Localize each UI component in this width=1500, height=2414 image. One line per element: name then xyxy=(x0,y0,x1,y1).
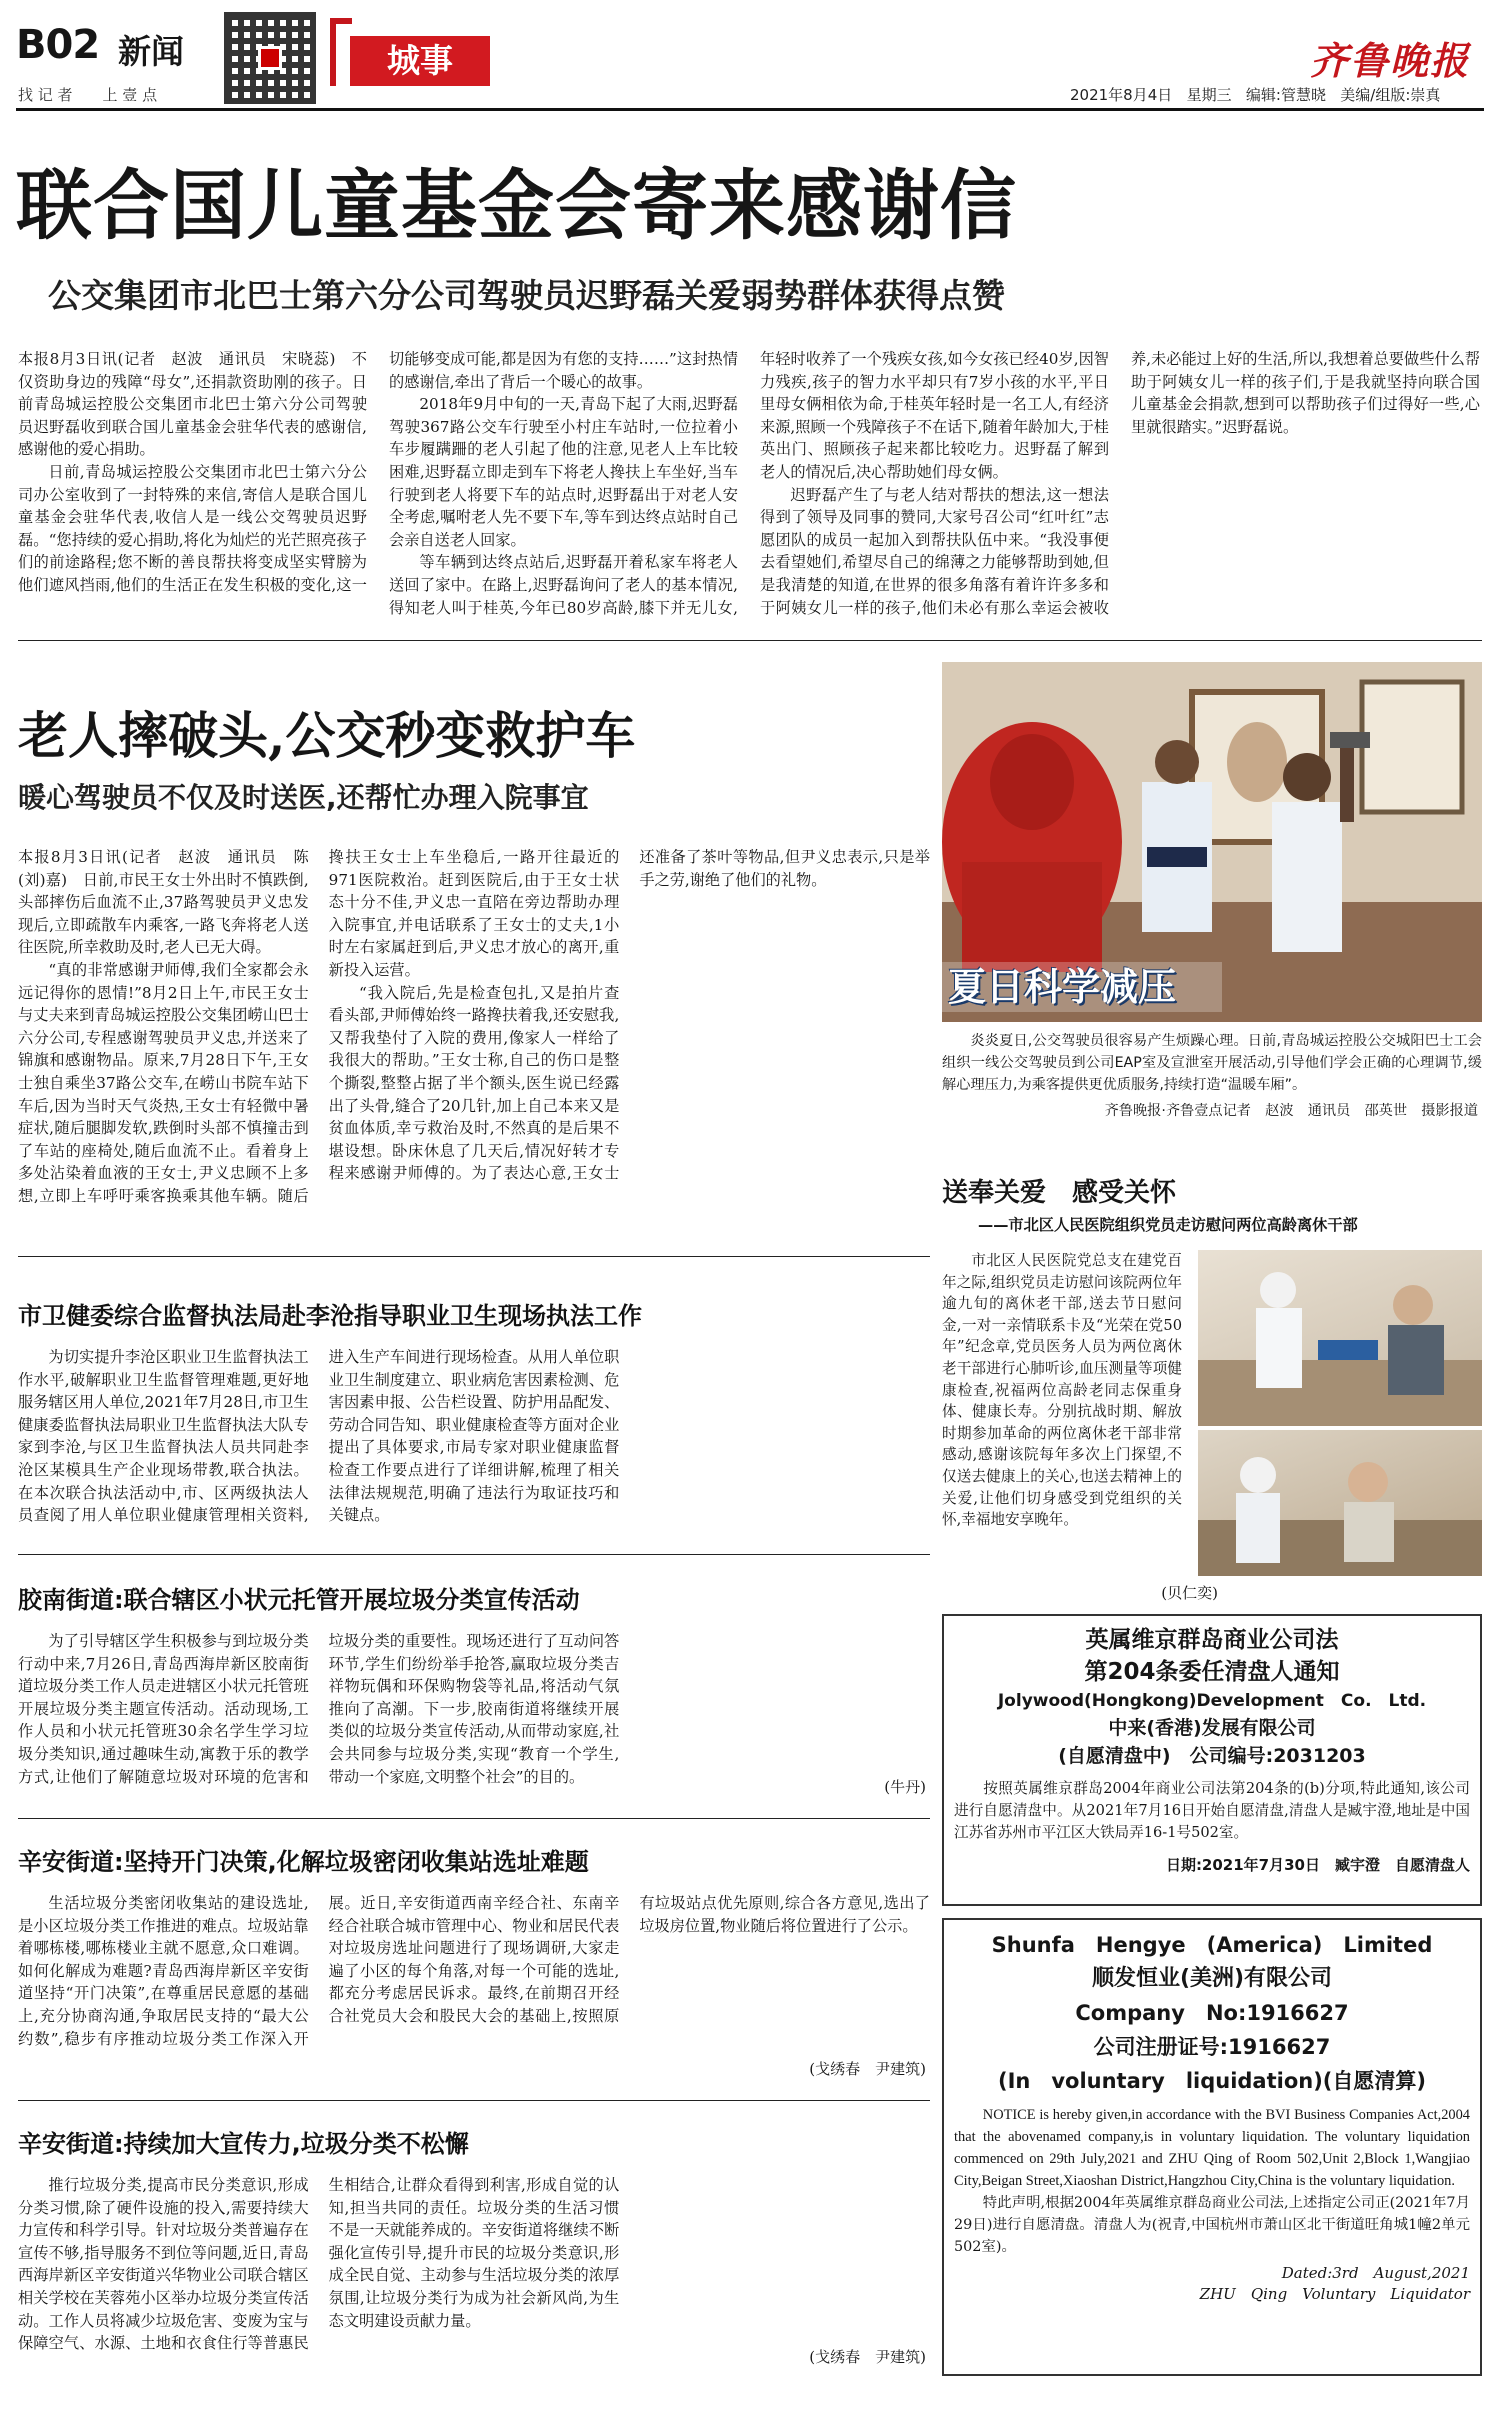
story4-body xyxy=(18,1346,930,1532)
masthead-rule xyxy=(16,108,1484,111)
story6-byline: (戈绣春 尹建筑) xyxy=(809,2060,926,2078)
notice2-body-en: NOTICE is hereby given,in accordance with the BVI Business Companies Act,2004 that the abovenamed company,is in voluntary liquidation. The voluntary liquidation commenced on 29th July,2021 and ZHU Qing of Room 502,Unit 2,Block 1,Wangjiao City,Beigan Street,Xiaoshan District,Hangzhou City,China is the voluntary liquidation. xyxy=(954,2107,1470,2189)
story3-byline: (贝仁奕) xyxy=(1161,1584,1218,1602)
story1-paragraph: 日前,青岛城运控股公交集团市北巴士第六分公司办公室收到了一封特殊的来信,寄信人是联合国儿童基金会驻华代表,收信人是一线公交驾驶员迟野磊。“您持续的爱心捐助,将化为灿烂的光芒照亮孩子们的前途路程;您不断的善良帮扶将变成坚实臂膀为他们遮风挡雨,他们的生活正在发生积极的变化,这一切能够变成可能,都是因为有您的支持……”这封热情的感谢信,牵出了背后一个暖心的故事。 xyxy=(18,350,738,594)
story6-headline: 辛安街道:坚持开门决策,化解垃圾密闭收集站选址难题 xyxy=(18,1848,589,1876)
story7-headline: 辛安街道:持续加大宣传力,垃圾分类不松懈 xyxy=(18,2130,469,2158)
notice1-body: 按照英属维京群岛2004年商业公司法第204条的(b)分项,特此通知,该公司进行自愿清盘中。从2021年7月16日开始自愿清盘,清盘人是臧宇澄,地址是中国江苏省苏州市平江区大铁局弄16-1号502室。 xyxy=(954,1780,1470,1841)
story2-body xyxy=(18,846,930,1216)
story7-body xyxy=(18,2174,930,2362)
masthead-info xyxy=(1070,84,1440,105)
notice2-title-cn: 顺发恒业(美洲)有限公司 xyxy=(1091,1966,1333,1991)
story7-text: 推行垃圾分类,提高市民分类意识,形成分类习惯,除了硬件设施的投入,需要持续大力宣传和科学引导。针对垃圾分类普遍存在宣传不够,指导服务不到位等问题,近日,青岛西海岸新区辛安街道兴华物业公司联合辖区相关学校在芙蓉苑小区举办垃圾分类宣传活动。工作人员将减少垃圾危害、变废为宝与保障空气、水源、土地和衣食住行等普惠民生相结合,让群众看得到利害,形成自觉的认知,担当共同的责任。垃圾分类的生活习惯不是一天就能养成的。辛安街道将继续不断强化宣传引导,提升市民的垃圾分类意识,形成全民自觉、主动参与生活垃圾分类的浓厚氛围,让垃圾分类行为成为社会新风尚,为生态文明建设贡献力量。 xyxy=(18,2176,620,2353)
story2-paragraph: “我入院后,先是检查包扎,又是拍片查看头部,尹师傅始终一路搀扶着我,还安慰我,又帮我垫付了入院的费用,像家人一样给了我很大的帮助。”王女士称,自己的伤口是整个撕裂,整整占据了半个额头,医生说已经露出了头骨,缝合了20几针,加上自己本来又是贫血体质,幸亏救治及时,不然真的是后果不堪设想。卧床休息了几天后,情况好转才专程来感谢尹师傅的。为了表达心意,王女士还准备了茶叶等物品,但尹义忠表示,只是举手之劳,谢绝了他们的礼物。 xyxy=(328,848,930,1183)
divider xyxy=(18,1554,930,1555)
story2-paragraph: 本报8月3日讯(记者 赵波 通讯员 陈(刘)嘉) 日前,市民王女士外出时不慎跌倒,头部摔伤后血流不止,37路驾驶员尹义忠发现后,立即疏散车内乘客,一路飞奔将老人送往医院,所幸救助及时,老人已无大碍。 xyxy=(18,848,309,957)
qr-center-icon xyxy=(258,46,282,70)
section-name: 新闻 xyxy=(118,32,184,71)
notice1-footer: 日期:2021年7月30日 臧宇澄 自愿清盘人 xyxy=(1165,1856,1470,1874)
story4-text: 为切实提升李沧区职业卫生监督执法工作水平,破解职业卫生监督管理难题,更好地服务辖区用人单位,2021年7月28日,市卫生健康委监督执法局职业卫生监督执法大队专家到李沧,与区卫生监督执法人员共同赴李沧区某模具生产企业现场带教,联合执法。在本次联合执法活动中,市、区两级执法人员查阅了用人单位职业健康管理相关资料,进入生产车间进行现场检查。从用人单位职业卫生制度建立、职业病危害因素检测、危害因素申报、公告栏设置、防护用品配发、劳动合同告知、职业健康检查等方面对企业提出了具体要求,市局专家对职业健康监督检查工作要点进行了详细讲解,梳理了相关法律法规规范,明确了违法行为取证技巧和关键点。 xyxy=(18,1348,620,1525)
story1-body xyxy=(18,348,1480,628)
story1-headline: 联合国儿童基金会寄来感谢信 xyxy=(16,161,1017,250)
news-photo xyxy=(942,662,1482,1022)
newspaper-logo: 齐鲁晚报 xyxy=(1310,38,1471,83)
notice1-company-cn: 中来(香港)发展有限公司 xyxy=(1108,1717,1316,1739)
photo-caption xyxy=(942,1030,1482,1120)
story3-text: 市北区人民医院党总支在建党百年之际,组织党员走访慰问该院两位年逾九旬的离休老干部,送去节日慰问金,一对一亲情联系卡及“光荣在党50年”纪念章,党员医务人员为两位离休老干部进行心肺听诊,血压测量等项健康检查,祝福两位高龄老同志保重身体、健康长寿。分别抗战时期、解放时期参加革命的两位离休老干部非常感动,感谢该院每年多次上门探望,不仅送去健康上的关心,也送去精神上的关爱,让他们切身感受到党组织的关怀,幸福地安享晚年。 xyxy=(942,1252,1182,1529)
story6-body xyxy=(18,1892,930,2072)
divider xyxy=(18,1256,930,1257)
notice2-title-en: Shunfa Hengye (America) Limited xyxy=(991,1933,1433,1957)
divider xyxy=(18,2100,930,2101)
slogan: 找 记 者 上 壹 点 xyxy=(18,86,158,104)
liquidation-notice-1 xyxy=(942,1614,1482,1906)
notice1-company-en: Jolywood(Hongkong)Development Co. Ltd. xyxy=(997,1691,1427,1711)
story5-body xyxy=(18,1630,930,1790)
notice2-signature: ZHU Qing Voluntary Liquidator xyxy=(1199,2285,1470,2303)
story3-text-wrap xyxy=(942,1250,1182,1531)
story3-subhead: ——市北区人民医院组织党员走访慰问两位高龄离休干部 xyxy=(978,1216,1358,1234)
notice2-body-cn: 特此声明,根据2004年英属维京群岛商业公司法,上述指定公司正(2021年7月29日)进行自愿清盘。清盘人为(祝青,中国杭州市萧山区北干街道旺角城1幢2单元502室)。 xyxy=(954,2195,1470,2255)
notice1-company-no: (自愿清盘中) 公司编号:2031203 xyxy=(1058,1745,1366,1767)
story2-subhead: 暖心驾驶员不仅及时送医,还帮忙办理入院事宜 xyxy=(18,781,589,814)
liquidation-notice-2 xyxy=(942,1918,1482,2376)
notice2-dated: Dated:3rd August,2021 xyxy=(1281,2264,1470,2282)
story5-byline: (牛丹) xyxy=(884,1778,926,1796)
designer: 美编/组版:崇真 xyxy=(1340,86,1441,104)
notice2-reg-no: 公司注册证号:1916627 xyxy=(1093,2035,1331,2059)
notice2-status: (In voluntary liquidation)(自愿清算) xyxy=(997,2069,1427,2093)
story4-headline: 市卫健委综合监督执法局赴李沧指导职业卫生现场执法工作 xyxy=(18,1302,642,1330)
story3-photo-top xyxy=(1198,1250,1482,1426)
story1-paragraph: 本报8月3日讯(记者 赵波 通讯员 宋晓蕊) 不仅资助身边的残障“母女”,还捐款资助刚的孩子。日前青岛城运控股公交集团市北巴士第六分公司驾驶员迟野磊收到联合国儿童基金会驻华代表的感谢信,感谢他的爱心捐助。 xyxy=(18,350,367,459)
story5-headline: 胶南街道:联合辖区小状元托管开展垃圾分类宣传活动 xyxy=(18,1586,580,1614)
photo-credit: 齐鲁晚报·齐鲁壹点记者 赵波 通讯员 邵英世 摄影报道 xyxy=(1104,1103,1478,1119)
story5-text: 为了引导辖区学生积极参与到垃圾分类行动中来,7月26日,青岛西海岸新区胶南街道垃圾分类工作人员走进辖区小状元托管班开展垃圾分类主题宣传活动。活动现场,工作人员和小状元托管班30余名学生学习垃圾分类知识,通过趣味生动,寓教于乐的教学方式,让他们了解随意垃圾对环境的危害和垃圾分类的重要性。现场还进行了互动问答环节,学生们纷纷举手抢答,赢取垃圾分类吉祥物玩偶和环保购物袋等礼品,将活动气氛推向了高潮。下一步,胶南街道将继续开展类似的垃圾分类宣传活动,从而带动家庭,社会共同参与垃圾分类,实现“教育一个学生,带动一个家庭,文明整个社会”的目的。 xyxy=(18,1632,620,1786)
visit-photo-illustration xyxy=(1198,1250,1482,1426)
photo-overlay-title: 夏日科学减压 xyxy=(942,962,1222,1012)
story1-paragraph: 等车辆到达终点站后,迟野磊开着私家车将老人送回了家中。在路上,迟野磊询问了老人的基本情况,得知老人叫于桂英,今年已80岁高龄,膝下并无儿女,年轻时收养了一个残疾女孩,如今女孩已经40岁,因智力残疾,孩子的智力水平却只有7岁小孩的水平,平日里母女俩相依为命,于桂英年轻时是一名工人,有经济来源,照顾一个残障孩子不在话下,随着年龄加大,于桂英出门、照顾孩子起来都比较吃力。迟野磊了解到老人的情况后,决心帮助她们母女俩。 xyxy=(389,350,1109,617)
story3-headline: 送奉关爱 感受关怀 xyxy=(942,1178,1177,1208)
story7-byline: (戈绣春 尹建筑) xyxy=(809,2348,926,2366)
notice1-title2: 第204条委任清盘人通知 xyxy=(1084,1659,1340,1685)
story1-paragraph: 2018年9月中旬的一天,青岛下起了大雨,迟野磊驾驶367路公交车行驶至小村庄车站时,一位拉着小车步履蹒跚的老人引起了他的注意,见老人上车比较困难,迟野磊立即走到车下将老人搀扶上车坐好,当车行驶到老人将要下车的站点时,迟野磊出于对老人安全考虑,嘱咐老人先不要下车,等车到达终点站时自己会亲自送老人回家。 xyxy=(389,395,738,549)
editor: 编辑:管慧晓 xyxy=(1245,86,1326,104)
divider xyxy=(18,1818,930,1819)
notice1-title1: 英属维京群岛商业公司法 xyxy=(1085,1627,1339,1653)
story6-text: 生活垃圾分类密闭收集站的建设选址,是小区垃圾分类工作推进的难点。垃圾站靠着哪栋楼,哪栋楼业主就不愿意,众口难调。如何化解成为难题?青岛西海岸新区辛安街道坚持“开门决策”,在尊重居民意愿的基础上,充分协商沟通,争取居民支持的“最大公约数”,稳步有序推动垃圾分类工作深入开展。近日,辛安街道西南辛经合社、东南辛经合社联合城市管理中心、物业和居民代表对垃圾房选址问题进行了现场调研,大家走遍了小区的每个角落,对每一个可能的选址,都充分考虑居民诉求。最终,在前期召开经合社党员大会和股民大会的基础上,按照原有垃圾站点优先原则,综合各方意见,选出了垃圾房位置,物业随后将位置进行了公示。 xyxy=(18,1894,930,2048)
notice2-company-no: Company No:1916627 xyxy=(1075,2001,1349,2025)
weekday: 星期三 xyxy=(1186,86,1232,104)
visit-photo-illustration xyxy=(1198,1430,1482,1576)
story2-headline: 老人摔破头,公交秒变救护车 xyxy=(18,706,636,765)
story1-subhead: 公交集团市北巴士第六分公司驾驶员迟野磊关爱弱势群体获得点赞 xyxy=(48,276,1005,315)
caption-text: 炎炎夏日,公交驾驶员很容易产生烦躁心理。日前,青岛城运控股公交城阳巴士工会组织一线公交驾驶员到公司EAP室及宣泄室开展活动,引导他们学会正确的心理调节,缓解心理压力,为乘客提供更优质服务,持续打造“温暖车厢”。 xyxy=(942,1033,1482,1093)
section-tag-frame xyxy=(330,18,352,86)
page-number: B02 xyxy=(16,22,100,68)
divider xyxy=(18,640,1482,641)
story1-paragraph: 迟野磊产生了与老人结对帮扶的想法,这一想法得到了领导及同事的赞同,大家号召公司“红叶红”志愿团队的成员一起加入到帮扶队伍中来。“我没事便去看望她们,希望尽自己的绵薄之力能够帮助到她,但是我清楚的知道,在世界的很多角落有着许许多多和于阿姨女儿一样的孩子,他们未必有那么幸运会被收养,未必能过上好的生活,所以,我想着总要做些什么帮助于阿姨女儿一样的孩子们,于是我就坚持向联合国儿童基金会捐款,想到可以帮助孩子们过得好一些,心里就很踏实。”迟野磊说。 xyxy=(760,350,1480,617)
section-tag: 城事 xyxy=(350,36,490,86)
story3-photo-bottom xyxy=(1198,1430,1482,1576)
issue-date: 2021年8月4日 xyxy=(1070,86,1173,104)
story2-paragraph: “真的非常感谢尹师傅,我们全家都会永远记得你的恩情!”8月2日上午,市民王女士与丈夫来到青岛城运控股公交集团崂山巴士六分公司,专程感谢驾驶员尹义忠,并送来了锦旗和感谢物品。原来,7月28日下午,王女士独自乘坐37路公交车,在崂山书院车站下车后,因为当时天气炎热,王女士有轻微中暑症状,随后腿脚发软,跌倒时头部不慎撞击到了车站的座椅处,随后血流不止。看着身上多处沾染着血液的王女士,尹义忠顾不上多想,立即上车呼吁乘客换乘其他车辆。随后搀扶王女士上车坐稳后,一路开往最近的971医院救治。赶到医院后,由于王女士状态十分不佳,尹义忠一直陪在旁边帮助办理入院事宜,并电话联系了王女士的丈夫,1小时左右家属赶到后,尹义忠才放心的离开,重新投入运营。 xyxy=(18,848,620,1205)
